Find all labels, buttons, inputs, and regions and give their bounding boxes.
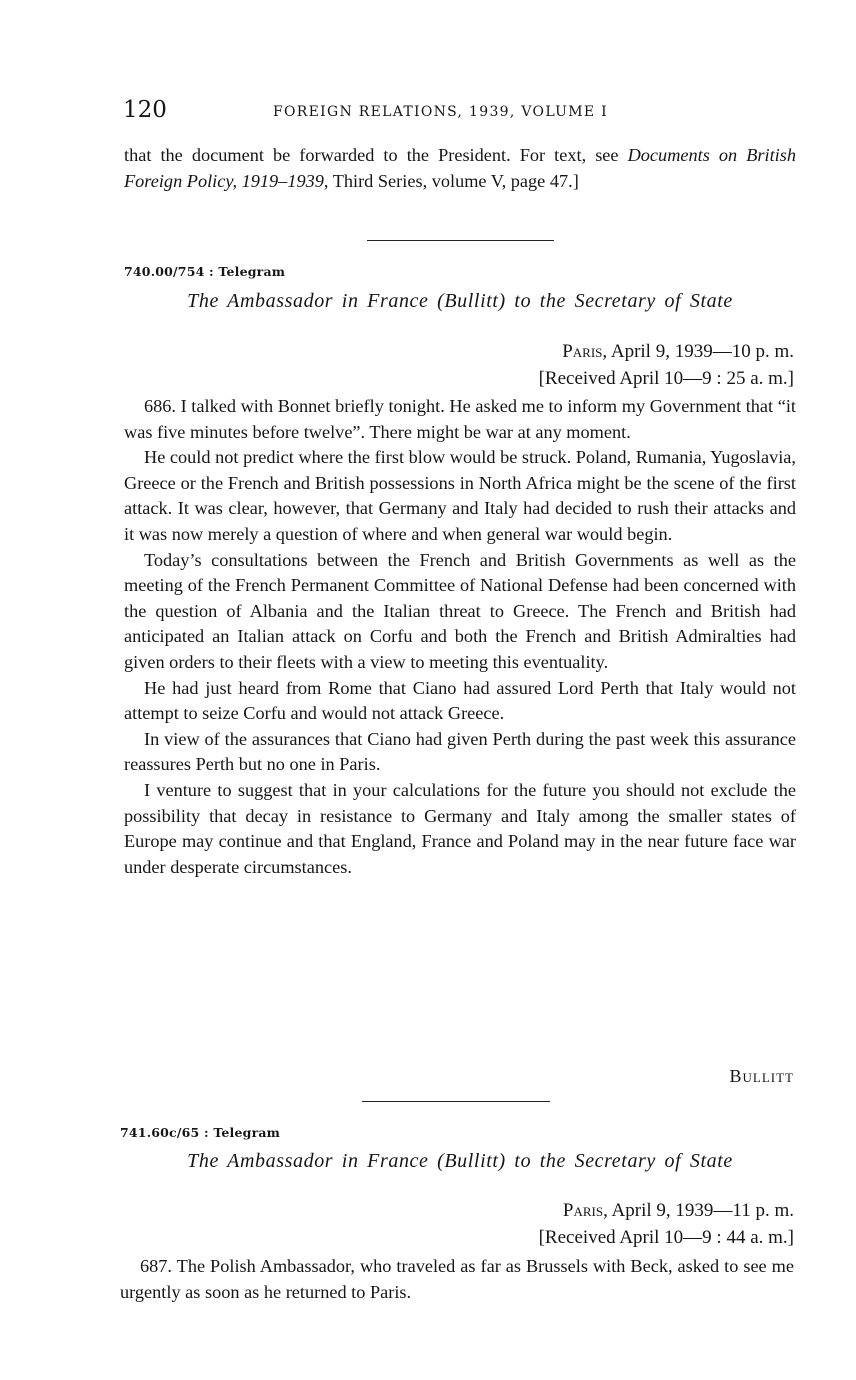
- body-paragraph: He could not predict where the first blow would be struck. Poland, Rumania, Yugoslavia, Greece or the French and British possessions in North Africa might be the scene of the first attack. It was clear, however, that Germany and Italy had decided to rush their attacks and it was now merely a question of where and when general war would begin.: [124, 447, 796, 544]
- dateline-received: [Received April 10—9 : 25 a. m.]: [538, 368, 794, 389]
- body-paragraph: I venture to suggest that in your calculations for the future you should not exclude the possibility that decay in resistance to Germany and Italy among the smaller states of Europe may continue and that England, France and Poland may in the near future face war under desperate circumstances.: [124, 779, 796, 877]
- dateline-received: [Received April 10—9 : 44 a. m.]: [538, 1227, 794, 1248]
- dateline-sent: [539, 1197, 794, 1224]
- telegram-body: [124, 394, 796, 880]
- document-reference: 740.00/754 : Telegram: [124, 264, 286, 279]
- telegram-body: [120, 1254, 794, 1305]
- dateline-place: Paris: [562, 1200, 604, 1221]
- page-header: [123, 97, 798, 127]
- signature: Bullitt: [729, 1066, 794, 1086]
- dateline: [539, 1197, 794, 1251]
- page-number: 120: [123, 97, 167, 123]
- continuation-text-part2: , Third Series, volume V, page 47.]: [323, 170, 579, 191]
- section-divider: [362, 1101, 550, 1102]
- running-head: FOREIGN RELATIONS, 1939, VOLUME I: [273, 104, 608, 120]
- dateline: [539, 338, 794, 392]
- dateline-place: Paris: [562, 341, 603, 362]
- body-paragraph: In view of the assurances that Ciano had given Perth during the past week this assurance reassures Perth but no one in Paris.: [124, 728, 796, 775]
- document-title: The Ambassador in France (Bullitt) to the Secretary of State: [187, 290, 733, 312]
- document-reference: 741.60c/65 : Telegram: [120, 1125, 281, 1140]
- cited-publication-title: Documents on British Foreign Policy, 1919–1939: [124, 145, 796, 191]
- body-paragraph: 687. The Polish Ambassador, who traveled as far as Brussels with Beck, asked to see me urgently as soon as he returned to Paris.: [120, 1256, 794, 1302]
- body-paragraph: He had just heard from Rome that Ciano had assured Lord Perth that Italy would not attempt to seize Corfu and would not attack Greece.: [124, 677, 796, 724]
- continuation-paragraph: [124, 143, 796, 194]
- dateline-date: , April 9, 1939—10 p. m.: [602, 341, 794, 362]
- document-title: The Ambassador in France (Bullitt) to the Secretary of State: [187, 1150, 733, 1172]
- continuation-text-part1: that the document be forwarded to the President. For text, see: [124, 145, 628, 165]
- continuation-text: [124, 143, 796, 194]
- section-divider: [367, 240, 554, 241]
- body-paragraph: Today’s consultations between the French and British Governments as well as the meeting of the French Permanent Committee of National Defense had been concerned with the question of Albania and the Italian threat to Greece. The French and British had anticipated an Italian attack on Corfu and both the French and British Admiralties had given orders to their fleets with a view to meeting this eventuality.: [124, 549, 796, 672]
- body-paragraph: 686. I talked with Bonnet briefly tonight. He asked me to inform my Government that “it was five minutes before twelve”. There might be war at any moment.: [124, 396, 796, 442]
- dateline-date: , April 9, 1939—11 p. m.: [603, 1200, 794, 1221]
- dateline-sent: [539, 338, 794, 365]
